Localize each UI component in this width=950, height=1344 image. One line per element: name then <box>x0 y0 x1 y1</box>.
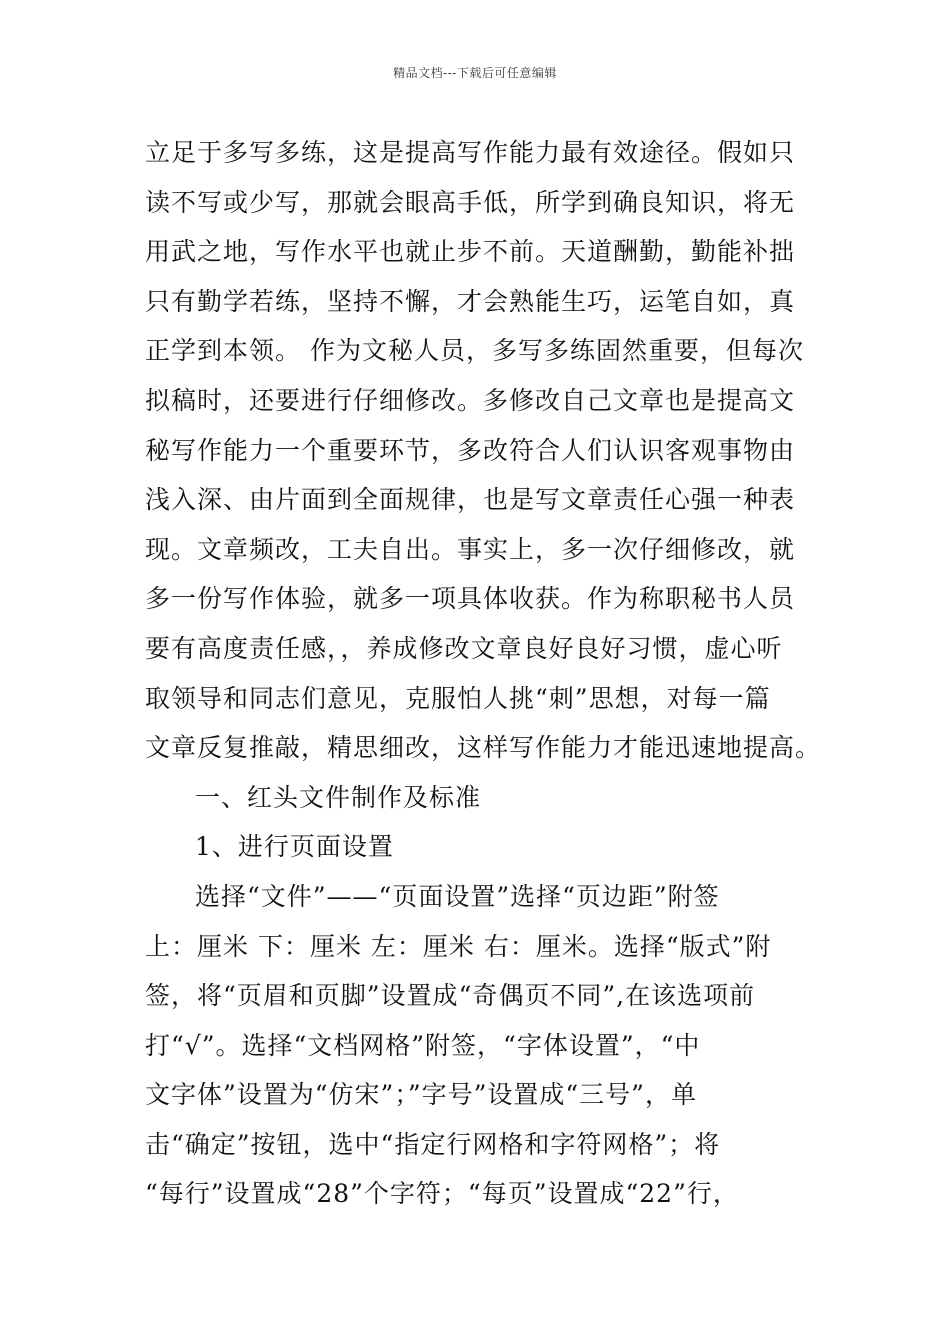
body-line: 要有高度责任感，，养成修改文章良好良好习惯，虚心听 <box>145 633 783 663</box>
body-line: 读不写或少写，那就会眼高手低，所学到确良知识，将无 <box>145 187 796 217</box>
body-line: 用武之地，写作水平也就止步不前。天道酬勤，勤能补拙 <box>145 237 796 267</box>
body-line: 签，将“页眉和页脚”设置成“奇偶页不同”,在该选项前 <box>145 981 756 1011</box>
body-line: 拟稿时，还要进行仔细修改。多修改自己文章也是提高文 <box>145 385 796 415</box>
document-body <box>145 128 822 1219</box>
body-line: 多一份写作体验，就多一项具体收获。作为称职秘书人员 <box>145 584 796 614</box>
subsection-heading: 1、进行页面设置 <box>195 832 394 862</box>
body-line: 立足于多写多练，这是提高写作能力最有效途径。假如只 <box>145 138 796 167</box>
body-line: 只有勤学若练，坚持不懈，才会熟能生巧，运笔自如，真 <box>145 286 796 316</box>
body-line: “每行”设置成“28”个字符；“每页”设置成“22”行， <box>145 1179 739 1209</box>
body-line: 浅入深、由片面到全面规律，也是写文章责任心强一种表 <box>145 485 796 515</box>
body-line: 选择“文件”——“页面设置”选择“页边距”附签 <box>195 881 720 911</box>
body-line: 正学到本领。 作为文秘人员，多写多练固然重要，但每次 <box>145 336 804 366</box>
page-header: 精品文档---下载后可任意编辑 <box>393 66 557 80</box>
body-line: 文字体”设置为“仿宋”；”字号”设置成“三号”，单 <box>145 1080 697 1110</box>
body-line: 打“√”。选择“文档网格”附签，“字体设置”，“中 <box>145 1030 701 1060</box>
body-line: 秘写作能力一个重要环节，多改符合人们认识客观事物由 <box>145 435 796 465</box>
section-heading: 一、红头文件制作及标准 <box>195 782 482 812</box>
body-line: 击“确定”按钮，选中“指定行网格和字符网格”；将 <box>145 1129 721 1159</box>
body-line: 现。文章频改，工夫自出。事实上，多一次仔细修改，就 <box>145 534 796 564</box>
body-line: 上：厘米 下：厘米 左：厘米 右：厘米。选择“版式”附 <box>145 931 772 961</box>
body-line: 文章反复推敲，精思细改，这样写作能力才能迅速地提高。 <box>145 733 822 763</box>
body-line: 取领导和同志们意见，克服怕人挑“刺”思想，对每一篇 <box>145 683 771 713</box>
